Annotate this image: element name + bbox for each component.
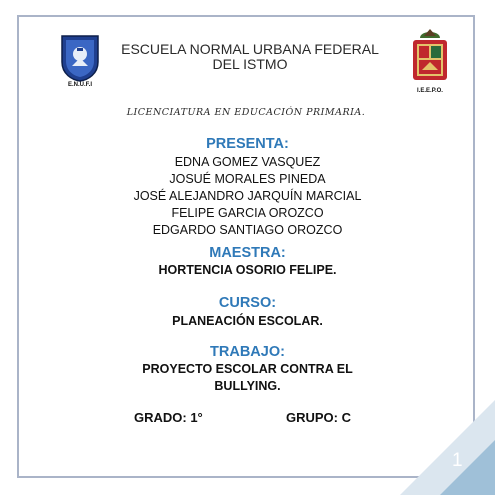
page-number: 1 <box>452 450 463 471</box>
course-name: PLANEACIÓN ESCOLAR. <box>172 314 323 328</box>
project-title-line1: PROYECTO ESCOLAR CONTRA EL <box>142 362 353 376</box>
student-name-5: EDGARDO SANTIAGO OROZCO <box>152 223 343 237</box>
page-corner-decoration <box>400 400 495 495</box>
left-logo-label: E.N.U.F.I <box>67 82 92 88</box>
project-title-line2: BULLYING. <box>214 379 281 393</box>
enufi-shield-logo-icon <box>60 34 100 82</box>
student-name-2: JOSUÉ MORALES PINEDA <box>169 172 326 186</box>
student-name-3: JOSÉ ALEJANDRO JARQUÍN MARCIAL <box>133 189 362 203</box>
school-name-line2: DEL ISTMO <box>212 56 288 72</box>
grade-label: GRADO: 1° <box>134 410 203 425</box>
teacher-name: HORTENCIA OSORIO FELIPE. <box>158 263 337 277</box>
student-name-1: EDNA GOMEZ VASQUEZ <box>174 155 321 169</box>
ieepo-coat-of-arms-logo-icon <box>410 28 450 84</box>
school-name <box>105 42 395 72</box>
right-logo-label: I.E.E.P.O. <box>417 88 443 94</box>
school-name-line1: ESCUELA NORMAL URBANA FEDERAL <box>121 41 379 57</box>
degree-title: LICENCIATURA EN EDUCACIÓN PRIMARIA. <box>126 107 366 118</box>
trabajo-heading: TRABAJO: <box>210 344 285 360</box>
maestra-heading: MAESTRA: <box>209 245 286 261</box>
presenta-heading: PRESENTA: <box>206 136 289 152</box>
student-name-4: FELIPE GARCIA OROZCO <box>171 206 324 220</box>
group-label: GRUPO: C <box>286 410 351 425</box>
curso-heading: CURSO: <box>218 295 277 311</box>
